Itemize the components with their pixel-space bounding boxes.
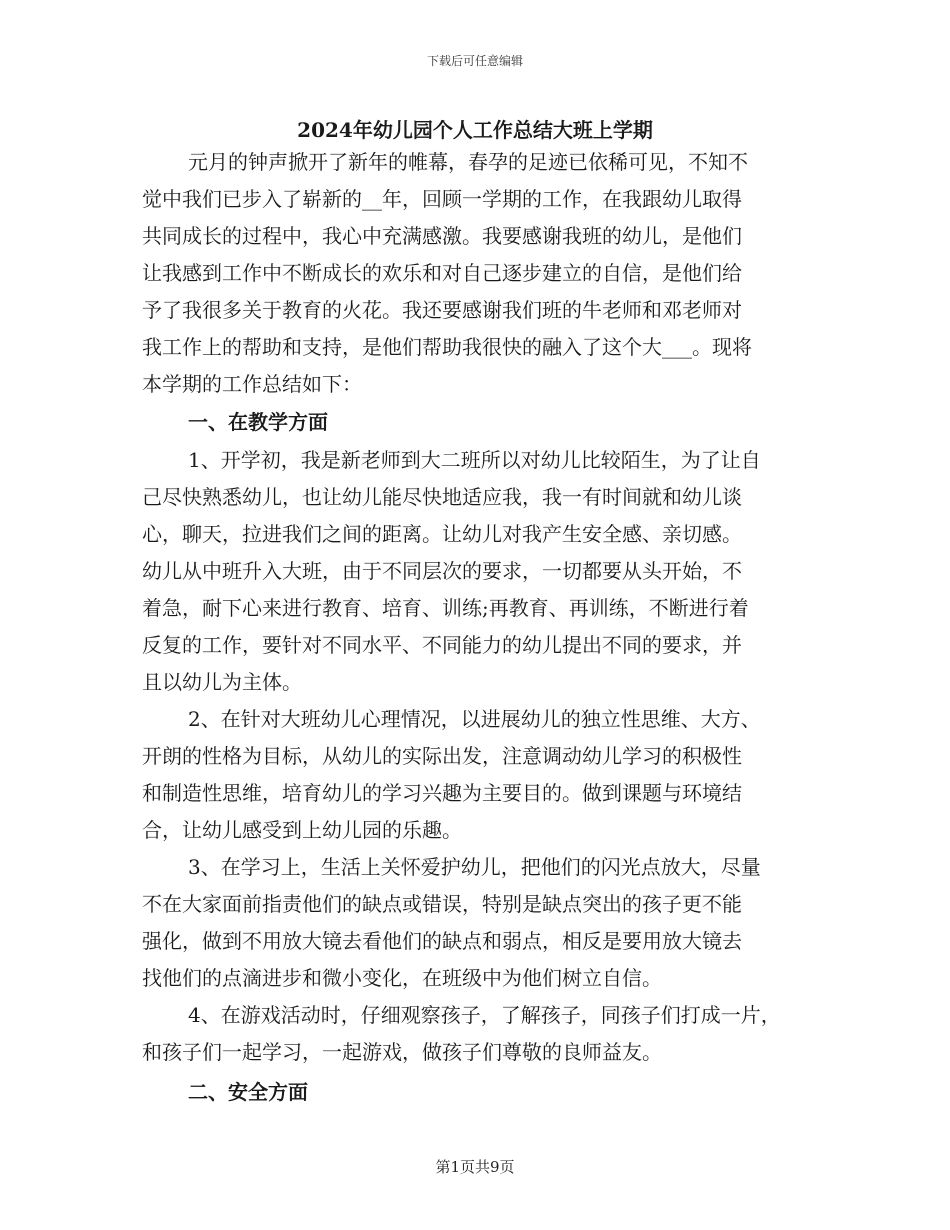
text-line: 且以幼儿为主体。 [142,670,302,694]
text-line: 觉中我们已步入了崭新的__年，回顾一学期的工作，在我跟幼儿取得 [142,187,742,211]
text-line: 找他们的点滴进步和微小变化，在班级中为他们树立自信。 [142,966,662,990]
text-line: 开朗的性格为目标，从幼儿的实际出发，注意调动幼儿学习的积极性 [142,744,742,768]
text-line: 2、在针对大班幼儿心理情况，以进展幼儿的独立性思维、大方、 [188,707,761,731]
text-line: 予了我很多关于教育的火花。我还要感谢我们班的牛老师和邓老师对 [142,298,742,322]
text-line: 让我感到工作中不断成长的欢乐和对自己逐步建立的自信，是他们给 [142,261,742,285]
text-line: 不在大家面前指责他们的缺点或错误，特别是缺点突出的孩子更不能 [142,892,742,916]
text-line: 3、在学习上，生活上关怀爱护幼儿，把他们的闪光点放大，尽量 [188,855,761,879]
text-line: 心，聊天，拉进我们之间的距离。让幼儿对我产生安全感、亲切感。 [142,522,742,546]
page-header-note: 下载后可任意编辑 [426,54,523,68]
text-line: 合，让幼儿感受到上幼儿园的乐趣。 [142,818,462,842]
text-line: 4、在游戏活动时，仔细观察孩子，了解孩子，同孩子们打成一片， [188,1003,781,1027]
section-heading-safety: 二、安全方面 [188,1080,308,1104]
text-line: 1、开学初，我是新老师到大二班所以对幼儿比较陌生，为了让自 [188,448,761,472]
text-line: 己尽快熟悉幼儿，也让幼儿能尽快地适应我，我一有时间就和幼儿谈 [142,485,742,509]
page-number: 第1页共9页 [435,1158,515,1176]
text-line: 和制造性思维，培育幼儿的学习兴趣为主要目的。做到课题与环境结 [142,781,742,805]
text-line: 我工作上的帮助和支持，是他们帮助我很快的融入了这个大___。现将 [142,335,752,359]
text-line: 本学期的工作总结如下： [142,372,362,396]
text-line: 和孩子们一起学习，一起游戏，做孩子们尊敬的良师益友。 [142,1040,662,1064]
text-line: 着急，耐下心来进行教育、培育、训练;再教育、再训练，不断进行着 [142,596,749,620]
text-line: 元月的钟声掀开了新年的帷幕，春孕的足迹已依稀可见，不知不 [188,150,748,174]
section-heading-teaching: 一、在教学方面 [188,410,328,434]
text-line: 共同成长的过程中，我心中充满感激。我要感谢我班的幼儿，是他们 [142,224,742,248]
text-line: 强化，做到不用放大镜去看他们的缺点和弱点，相反是要用放大镜去 [142,929,742,953]
text-line: 反复的工作，要针对不同水平、不同能力的幼儿提出不同的要求，并 [142,633,742,657]
text-line: 幼儿从中班升入大班，由于不同层次的要求，一切都要从头开始，不 [142,559,742,583]
document-title: 2024年幼儿园个人工作总结大班上学期 [297,118,653,142]
